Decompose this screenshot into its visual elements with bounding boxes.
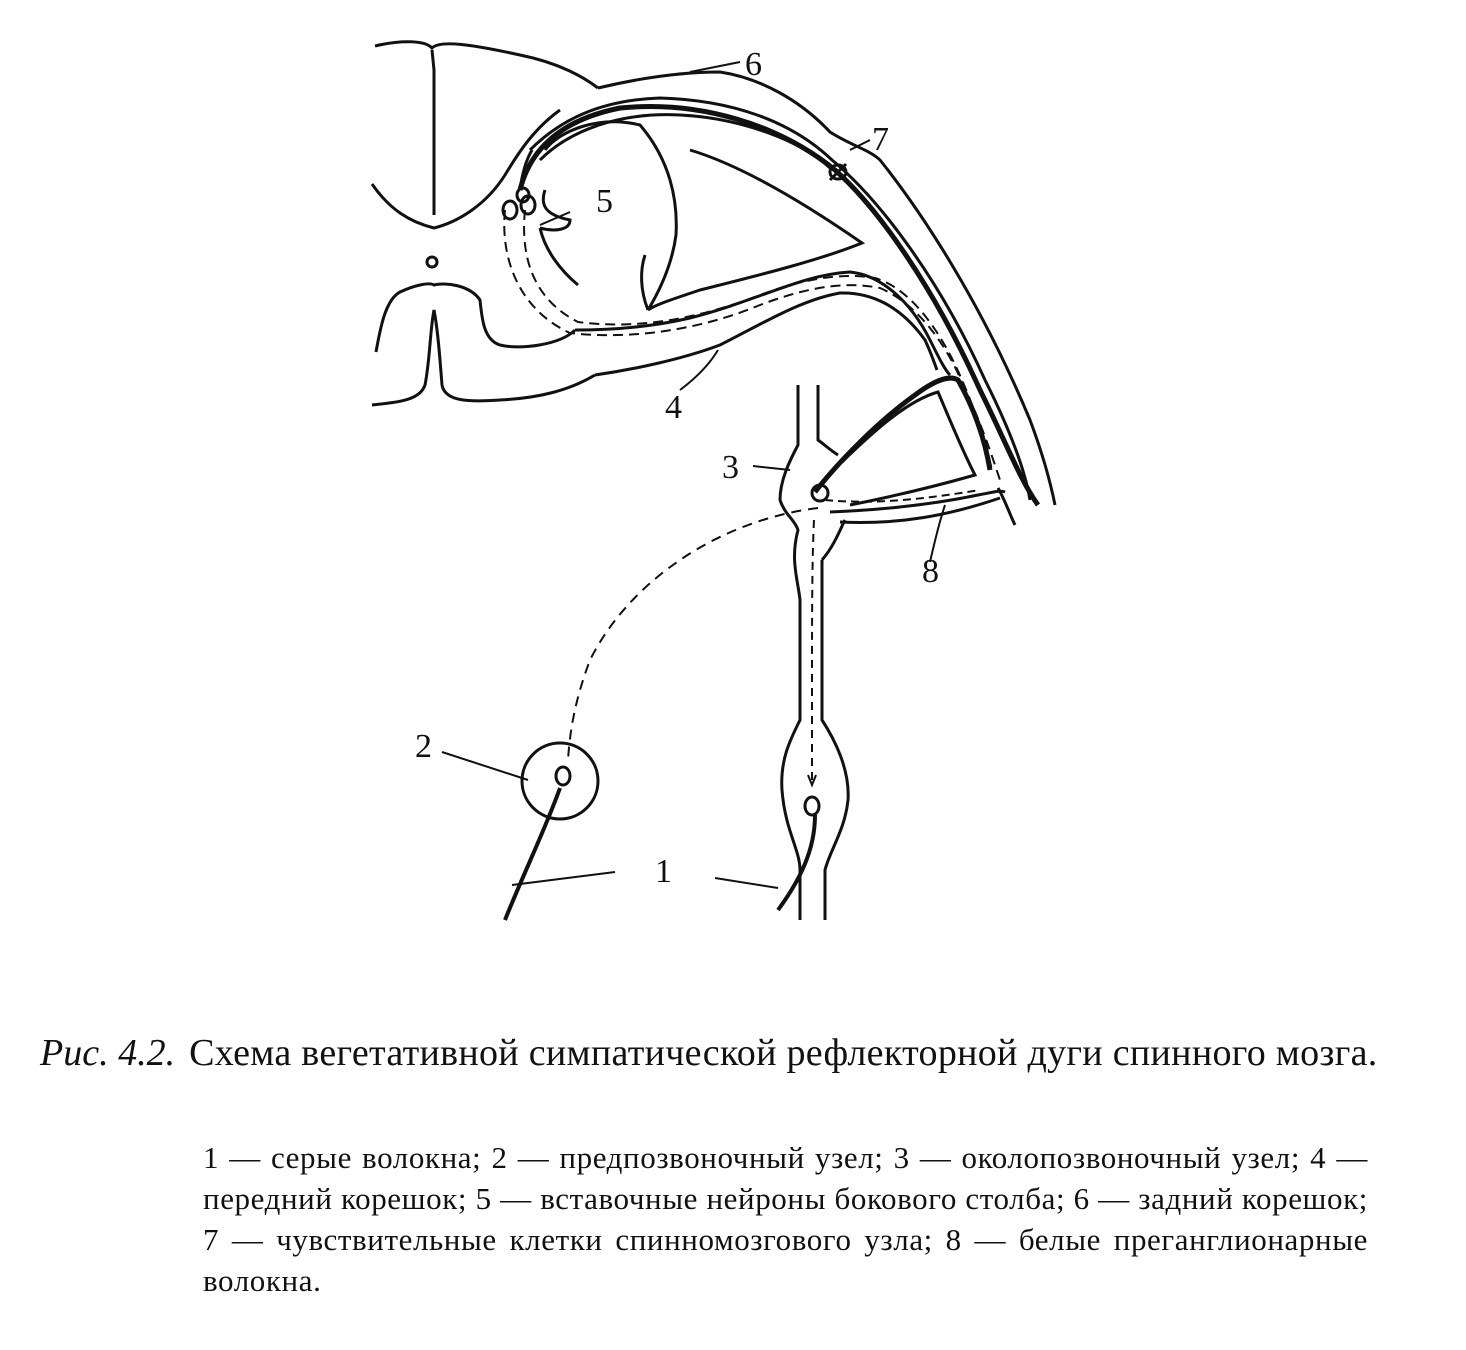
figure-number: Рис. 4.2. — [40, 1032, 176, 1074]
label-2: 2 — [415, 728, 432, 765]
paravertebral-ganglion — [778, 378, 1005, 920]
label-7: 7 — [872, 121, 889, 158]
figure-legend: 1 — серые волокна; 2 — предпозвоночный узел; 3 — околопозвоночный узел; 4 — передний корешок; 5 — вставочные нейроны бокового столба; 6 — задний корешок; 7 — чувствительные клетки спинномозгового узла; 8 — белые преганглионарные волокна. — [203, 1140, 1368, 1298]
posterior-root — [520, 72, 1055, 505]
label-4: 4 — [665, 389, 682, 426]
label-6: 6 — [745, 46, 762, 83]
leader-lines — [442, 62, 945, 888]
figure-caption — [40, 1030, 1380, 1076]
anterior-root — [504, 210, 1015, 525]
spinal-cord-section — [372, 42, 676, 405]
figure-title: Схема вегетативной симпатической рефлекторной дуги спинного мозга. — [189, 1032, 1378, 1074]
label-3: 3 — [722, 449, 739, 486]
label-5: 5 — [596, 183, 613, 220]
label-1: 1 — [655, 853, 672, 890]
label-8: 8 — [922, 553, 939, 590]
